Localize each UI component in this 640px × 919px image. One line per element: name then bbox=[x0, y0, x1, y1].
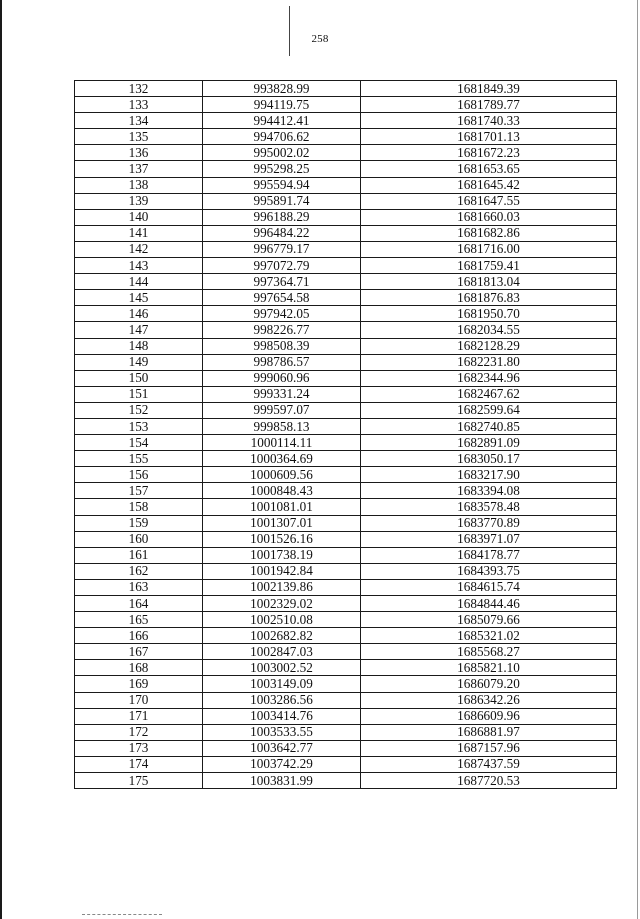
y-coordinate-cell: 1681759.41 bbox=[361, 258, 617, 274]
table-row bbox=[75, 660, 617, 676]
point-number-cell: 169 bbox=[75, 676, 203, 692]
y-coordinate-cell: 1685821.10 bbox=[361, 660, 617, 676]
table-row bbox=[75, 290, 617, 306]
point-number-cell: 161 bbox=[75, 547, 203, 563]
table-row bbox=[75, 209, 617, 225]
x-coordinate-cell: 1003742.29 bbox=[203, 756, 361, 772]
x-coordinate-cell: 1001738.19 bbox=[203, 547, 361, 563]
x-coordinate-cell: 1003286.56 bbox=[203, 692, 361, 708]
x-coordinate-cell: 999858.13 bbox=[203, 418, 361, 434]
y-coordinate-cell: 1682034.55 bbox=[361, 322, 617, 338]
x-coordinate-cell: 999331.24 bbox=[203, 386, 361, 402]
table-row bbox=[75, 740, 617, 756]
y-coordinate-cell: 1681645.42 bbox=[361, 177, 617, 193]
table-row bbox=[75, 370, 617, 386]
y-coordinate-cell: 1681740.33 bbox=[361, 113, 617, 129]
table-row bbox=[75, 145, 617, 161]
point-number-cell: 136 bbox=[75, 145, 203, 161]
y-coordinate-cell: 1682891.09 bbox=[361, 435, 617, 451]
table-row bbox=[75, 193, 617, 209]
x-coordinate-cell: 1002329.02 bbox=[203, 596, 361, 612]
y-coordinate-cell: 1681813.04 bbox=[361, 274, 617, 290]
table-row bbox=[75, 241, 617, 257]
coordinates-table-body bbox=[75, 81, 617, 789]
table-row bbox=[75, 354, 617, 370]
table-row bbox=[75, 708, 617, 724]
x-coordinate-cell: 997072.79 bbox=[203, 258, 361, 274]
x-coordinate-cell: 995594.94 bbox=[203, 177, 361, 193]
x-coordinate-cell: 1002847.03 bbox=[203, 644, 361, 660]
y-coordinate-cell: 1681701.13 bbox=[361, 129, 617, 145]
y-coordinate-cell: 1681849.39 bbox=[361, 81, 617, 97]
y-coordinate-cell: 1686342.26 bbox=[361, 692, 617, 708]
table-row bbox=[75, 596, 617, 612]
x-coordinate-cell: 1003149.09 bbox=[203, 676, 361, 692]
point-number-cell: 162 bbox=[75, 563, 203, 579]
table-row bbox=[75, 724, 617, 740]
point-number-cell: 138 bbox=[75, 177, 203, 193]
table-row bbox=[75, 306, 617, 322]
y-coordinate-cell: 1683770.89 bbox=[361, 515, 617, 531]
y-coordinate-cell: 1684178.77 bbox=[361, 547, 617, 563]
point-number-cell: 167 bbox=[75, 644, 203, 660]
point-number-cell: 140 bbox=[75, 209, 203, 225]
table-row bbox=[75, 563, 617, 579]
point-number-cell: 159 bbox=[75, 515, 203, 531]
y-coordinate-cell: 1683578.48 bbox=[361, 499, 617, 515]
point-number-cell: 152 bbox=[75, 402, 203, 418]
point-number-cell: 150 bbox=[75, 370, 203, 386]
x-coordinate-cell: 997654.58 bbox=[203, 290, 361, 306]
point-number-cell: 170 bbox=[75, 692, 203, 708]
point-number-cell: 143 bbox=[75, 258, 203, 274]
y-coordinate-cell: 1681672.23 bbox=[361, 145, 617, 161]
x-coordinate-cell: 1002510.08 bbox=[203, 612, 361, 628]
y-coordinate-cell: 1683217.90 bbox=[361, 467, 617, 483]
y-coordinate-cell: 1682740.85 bbox=[361, 418, 617, 434]
point-number-cell: 149 bbox=[75, 354, 203, 370]
x-coordinate-cell: 1001526.16 bbox=[203, 531, 361, 547]
x-coordinate-cell: 998786.57 bbox=[203, 354, 361, 370]
y-coordinate-cell: 1681876.83 bbox=[361, 290, 617, 306]
table-row bbox=[75, 499, 617, 515]
point-number-cell: 134 bbox=[75, 113, 203, 129]
table-row bbox=[75, 692, 617, 708]
point-number-cell: 148 bbox=[75, 338, 203, 354]
table-row bbox=[75, 628, 617, 644]
point-number-cell: 163 bbox=[75, 579, 203, 595]
x-coordinate-cell: 993828.99 bbox=[203, 81, 361, 97]
y-coordinate-cell: 1687437.59 bbox=[361, 756, 617, 772]
table-row bbox=[75, 483, 617, 499]
y-coordinate-cell: 1682599.64 bbox=[361, 402, 617, 418]
y-coordinate-cell: 1683050.17 bbox=[361, 451, 617, 467]
y-coordinate-cell: 1682344.96 bbox=[361, 370, 617, 386]
point-number-cell: 166 bbox=[75, 628, 203, 644]
x-coordinate-cell: 1003414.76 bbox=[203, 708, 361, 724]
y-coordinate-cell: 1681653.65 bbox=[361, 161, 617, 177]
header-rule bbox=[289, 6, 290, 56]
point-number-cell: 160 bbox=[75, 531, 203, 547]
y-coordinate-cell: 1681660.03 bbox=[361, 209, 617, 225]
point-number-cell: 145 bbox=[75, 290, 203, 306]
x-coordinate-cell: 1003642.77 bbox=[203, 740, 361, 756]
table-row bbox=[75, 467, 617, 483]
table-row bbox=[75, 225, 617, 241]
point-number-cell: 141 bbox=[75, 225, 203, 241]
x-coordinate-cell: 994412.41 bbox=[203, 113, 361, 129]
x-coordinate-cell: 999597.07 bbox=[203, 402, 361, 418]
x-coordinate-cell: 998508.39 bbox=[203, 338, 361, 354]
table-row bbox=[75, 402, 617, 418]
x-coordinate-cell: 1003831.99 bbox=[203, 773, 361, 789]
x-coordinate-cell: 998226.77 bbox=[203, 322, 361, 338]
x-coordinate-cell: 1000848.43 bbox=[203, 483, 361, 499]
x-coordinate-cell: 1003002.52 bbox=[203, 660, 361, 676]
table-row bbox=[75, 676, 617, 692]
table-row bbox=[75, 547, 617, 563]
table-row bbox=[75, 177, 617, 193]
point-number-cell: 158 bbox=[75, 499, 203, 515]
table-row bbox=[75, 515, 617, 531]
point-number-cell: 132 bbox=[75, 81, 203, 97]
footer-mark bbox=[82, 914, 162, 916]
point-number-cell: 155 bbox=[75, 451, 203, 467]
point-number-cell: 171 bbox=[75, 708, 203, 724]
x-coordinate-cell: 1002682.82 bbox=[203, 628, 361, 644]
table-row bbox=[75, 579, 617, 595]
y-coordinate-cell: 1686609.96 bbox=[361, 708, 617, 724]
y-coordinate-cell: 1681950.70 bbox=[361, 306, 617, 322]
point-number-cell: 135 bbox=[75, 129, 203, 145]
point-number-cell: 139 bbox=[75, 193, 203, 209]
point-number-cell: 142 bbox=[75, 241, 203, 257]
y-coordinate-cell: 1686079.20 bbox=[361, 676, 617, 692]
x-coordinate-cell: 997942.05 bbox=[203, 306, 361, 322]
x-coordinate-cell: 996484.22 bbox=[203, 225, 361, 241]
table-row bbox=[75, 418, 617, 434]
table-row bbox=[75, 81, 617, 97]
x-coordinate-cell: 1001942.84 bbox=[203, 563, 361, 579]
point-number-cell: 157 bbox=[75, 483, 203, 499]
x-coordinate-cell: 1001081.01 bbox=[203, 499, 361, 515]
y-coordinate-cell: 1681647.55 bbox=[361, 193, 617, 209]
y-coordinate-cell: 1687157.96 bbox=[361, 740, 617, 756]
y-coordinate-cell: 1684844.46 bbox=[361, 596, 617, 612]
x-coordinate-cell: 1001307.01 bbox=[203, 515, 361, 531]
point-number-cell: 151 bbox=[75, 386, 203, 402]
x-coordinate-cell: 995002.02 bbox=[203, 145, 361, 161]
y-coordinate-cell: 1681789.77 bbox=[361, 97, 617, 113]
point-number-cell: 146 bbox=[75, 306, 203, 322]
table-row bbox=[75, 129, 617, 145]
table-row bbox=[75, 451, 617, 467]
point-number-cell: 172 bbox=[75, 724, 203, 740]
y-coordinate-cell: 1685321.02 bbox=[361, 628, 617, 644]
table-row bbox=[75, 338, 617, 354]
point-number-cell: 165 bbox=[75, 612, 203, 628]
page-right-edge bbox=[637, 0, 638, 919]
point-number-cell: 175 bbox=[75, 773, 203, 789]
y-coordinate-cell: 1685079.66 bbox=[361, 612, 617, 628]
x-coordinate-cell: 996188.29 bbox=[203, 209, 361, 225]
page-number: 258 bbox=[311, 33, 329, 45]
point-number-cell: 173 bbox=[75, 740, 203, 756]
x-coordinate-cell: 999060.96 bbox=[203, 370, 361, 386]
table-row bbox=[75, 531, 617, 547]
coordinates-table bbox=[74, 80, 617, 789]
x-coordinate-cell: 995298.25 bbox=[203, 161, 361, 177]
x-coordinate-cell: 996779.17 bbox=[203, 241, 361, 257]
table-row bbox=[75, 113, 617, 129]
x-coordinate-cell: 1000364.69 bbox=[203, 451, 361, 467]
x-coordinate-cell: 1002139.86 bbox=[203, 579, 361, 595]
table-row bbox=[75, 612, 617, 628]
table-row bbox=[75, 274, 617, 290]
x-coordinate-cell: 1003533.55 bbox=[203, 724, 361, 740]
y-coordinate-cell: 1686881.97 bbox=[361, 724, 617, 740]
y-coordinate-cell: 1684393.75 bbox=[361, 563, 617, 579]
y-coordinate-cell: 1681716.00 bbox=[361, 241, 617, 257]
x-coordinate-cell: 997364.71 bbox=[203, 274, 361, 290]
y-coordinate-cell: 1681682.86 bbox=[361, 225, 617, 241]
x-coordinate-cell: 995891.74 bbox=[203, 193, 361, 209]
point-number-cell: 137 bbox=[75, 161, 203, 177]
table-row bbox=[75, 773, 617, 789]
y-coordinate-cell: 1682128.29 bbox=[361, 338, 617, 354]
table-row bbox=[75, 644, 617, 660]
y-coordinate-cell: 1683394.08 bbox=[361, 483, 617, 499]
x-coordinate-cell: 1000609.56 bbox=[203, 467, 361, 483]
point-number-cell: 168 bbox=[75, 660, 203, 676]
point-number-cell: 147 bbox=[75, 322, 203, 338]
page-left-edge bbox=[0, 0, 2, 919]
point-number-cell: 154 bbox=[75, 435, 203, 451]
x-coordinate-cell: 994119.75 bbox=[203, 97, 361, 113]
y-coordinate-cell: 1687720.53 bbox=[361, 773, 617, 789]
table-row bbox=[75, 97, 617, 113]
point-number-cell: 174 bbox=[75, 756, 203, 772]
x-coordinate-cell: 1000114.11 bbox=[203, 435, 361, 451]
table-row bbox=[75, 386, 617, 402]
table-row bbox=[75, 322, 617, 338]
y-coordinate-cell: 1684615.74 bbox=[361, 579, 617, 595]
table-row bbox=[75, 161, 617, 177]
table-row bbox=[75, 435, 617, 451]
y-coordinate-cell: 1682231.80 bbox=[361, 354, 617, 370]
y-coordinate-cell: 1682467.62 bbox=[361, 386, 617, 402]
y-coordinate-cell: 1685568.27 bbox=[361, 644, 617, 660]
x-coordinate-cell: 994706.62 bbox=[203, 129, 361, 145]
y-coordinate-cell: 1683971.07 bbox=[361, 531, 617, 547]
table-row bbox=[75, 258, 617, 274]
point-number-cell: 133 bbox=[75, 97, 203, 113]
point-number-cell: 156 bbox=[75, 467, 203, 483]
table-row bbox=[75, 756, 617, 772]
point-number-cell: 164 bbox=[75, 596, 203, 612]
point-number-cell: 144 bbox=[75, 274, 203, 290]
point-number-cell: 153 bbox=[75, 418, 203, 434]
